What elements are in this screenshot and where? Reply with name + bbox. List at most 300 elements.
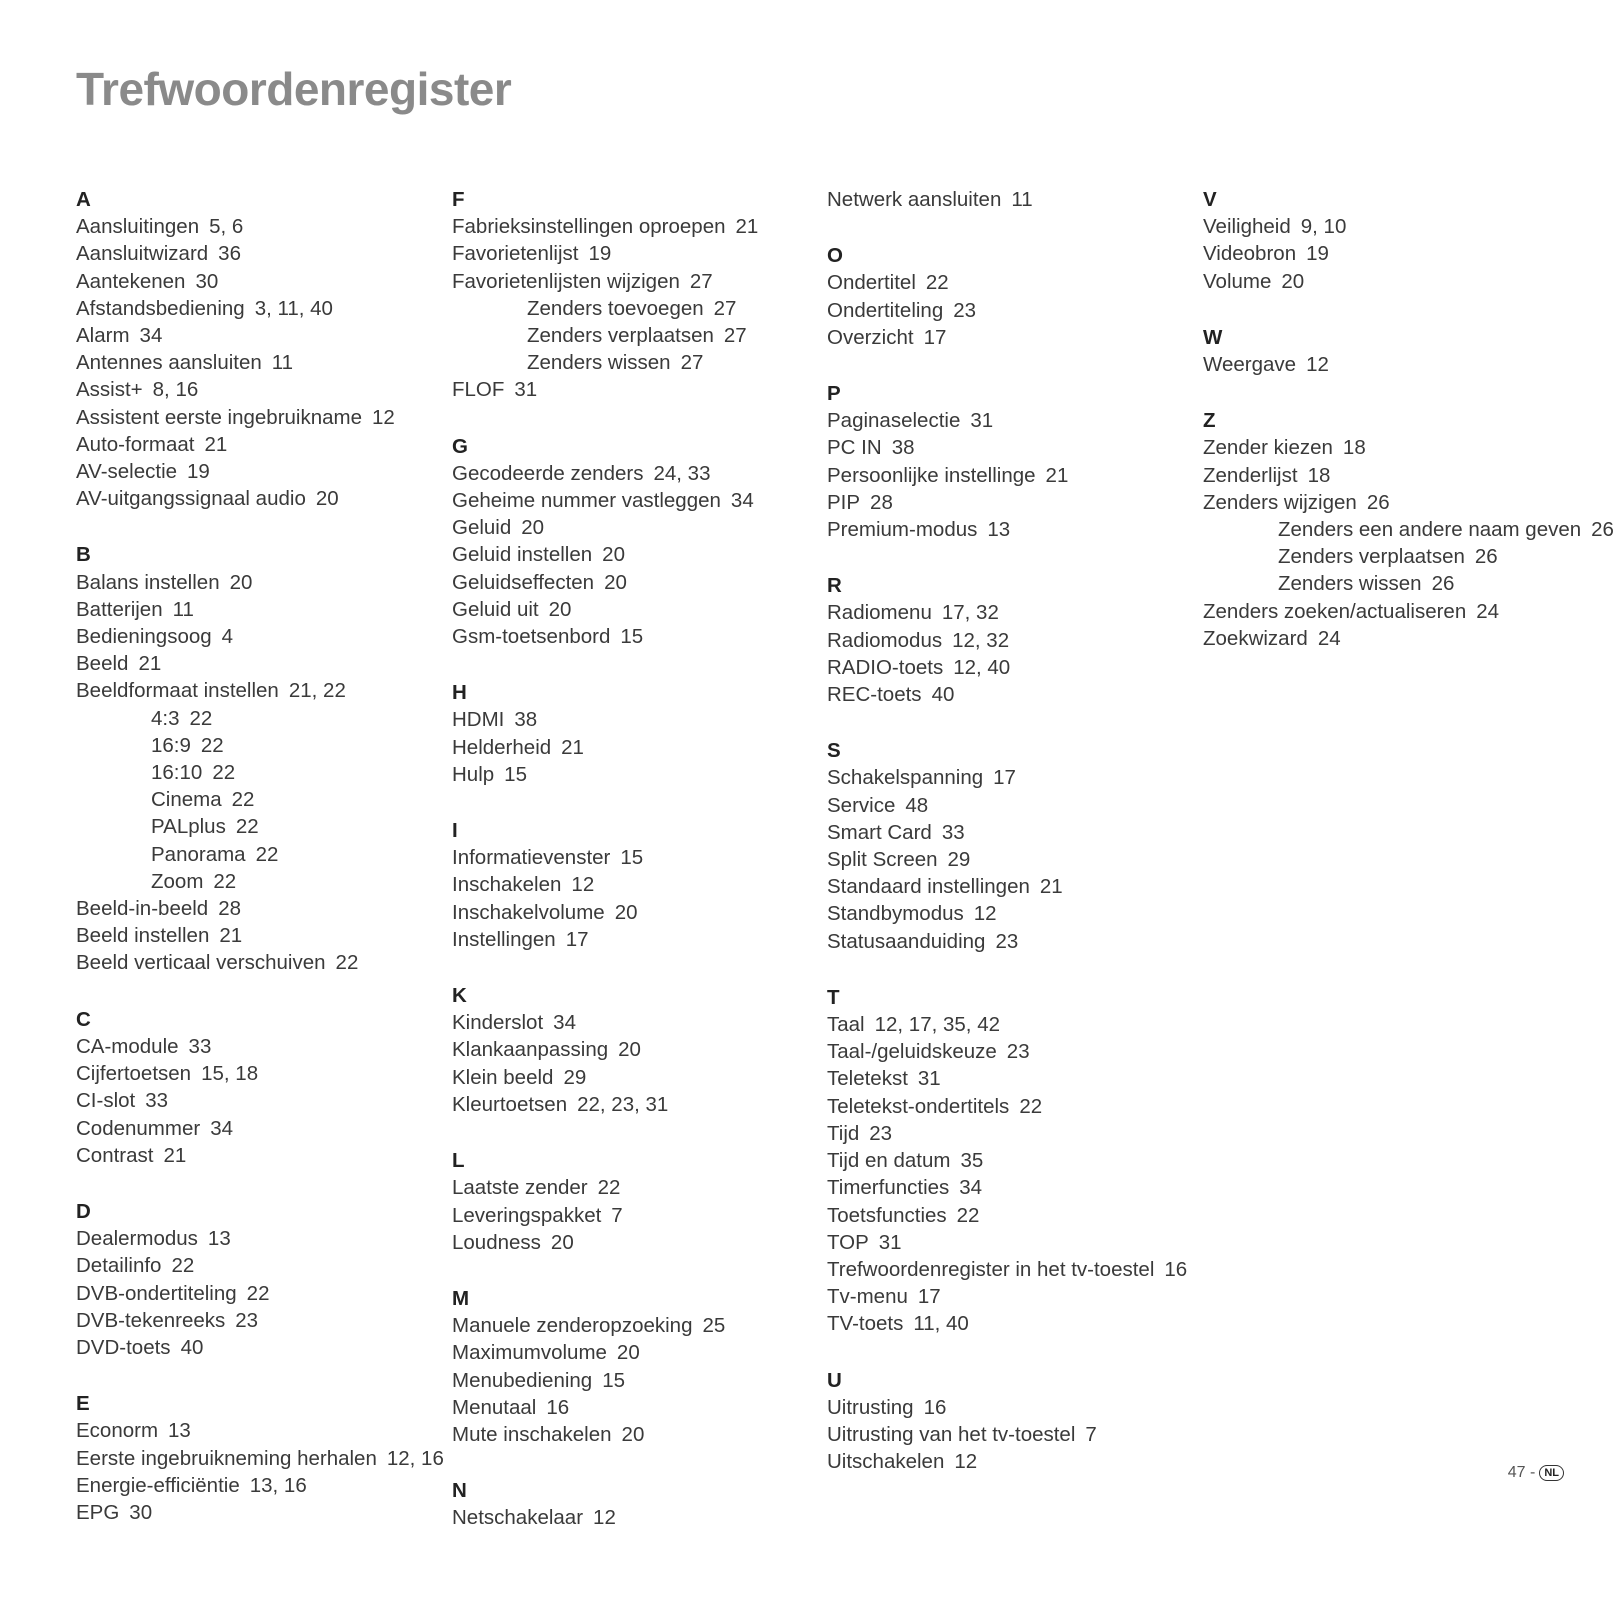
index-page-refs: 34: [730, 489, 754, 513]
index-term: Teletekst-ondertitels: [827, 1094, 1010, 1118]
index-letter-heading: M: [452, 1286, 470, 1310]
index-term: Afstandsbediening: [76, 296, 245, 320]
index-group: [827, 242, 1199, 351]
index-entry: [76, 1499, 448, 1526]
index-entry: [452, 899, 824, 926]
index-term: Fabrieksinstellingen oproepen: [452, 215, 726, 239]
index-term: Eerste ingebruikneming herhalen: [76, 1446, 377, 1470]
index-entry: [76, 1252, 448, 1279]
index-entry: [76, 349, 448, 376]
index-page-refs: 23: [953, 298, 977, 322]
index-term: Geluid instellen: [452, 543, 593, 567]
index-entry: [452, 240, 824, 267]
index-entry: [1203, 268, 1583, 295]
index-entry: [76, 895, 448, 922]
index-entry: [452, 487, 824, 514]
index-term: Inschakelen: [452, 873, 562, 897]
index-entry: [827, 1448, 1199, 1475]
index-term: Cinema: [151, 788, 222, 812]
index-entry: [827, 1229, 1199, 1256]
index-entry: [827, 1283, 1199, 1310]
index-entry: [452, 569, 824, 596]
index-page-refs: 21: [1039, 875, 1063, 899]
index-letter-heading: E: [76, 1392, 90, 1416]
index-page-refs: 15: [504, 762, 527, 786]
index-term: Loudness: [452, 1230, 541, 1254]
index-page-refs: 5, 6: [209, 215, 244, 239]
index-subentry: [76, 732, 448, 759]
index-page-refs: 31: [878, 1230, 902, 1254]
index-entry: [827, 1256, 1199, 1283]
index-page-refs: 27: [713, 296, 737, 320]
index-entry: [452, 460, 824, 487]
index-term: DVB-tekenreeks: [76, 1308, 226, 1332]
index-term: Uitrusting van het tv-toestel: [827, 1422, 1076, 1446]
index-entry: [76, 1472, 448, 1499]
index-entry: [452, 1036, 824, 1063]
index-entry: [827, 819, 1199, 846]
index-term: Geheime nummer vastleggen: [452, 489, 721, 513]
index-page-refs: 20: [614, 900, 638, 924]
index-group: [827, 984, 1199, 1338]
index-page-refs: 18: [1342, 436, 1366, 460]
index-page-refs: 13: [987, 518, 1011, 542]
index-letter-heading: N: [452, 1479, 467, 1503]
index-group: [76, 1390, 448, 1526]
index-entry: [76, 596, 448, 623]
index-term: Zenders wijzigen: [1203, 490, 1357, 514]
index-term: PC IN: [827, 436, 882, 460]
index-entry: [827, 928, 1199, 955]
index-term: Leveringspakket: [452, 1203, 602, 1227]
index-term: Favorietenlijsten wijzigen: [452, 269, 680, 293]
index-entry: [76, 623, 448, 650]
index-letter-heading: F: [452, 188, 465, 211]
index-entry: [827, 1011, 1199, 1038]
index-page-refs: 26: [1366, 490, 1390, 514]
index-page-refs: 15: [620, 625, 644, 649]
index-page-refs: 22: [255, 842, 279, 866]
index-group: [76, 186, 448, 512]
index-term: Videobron: [1203, 242, 1297, 266]
index-group: [452, 982, 824, 1118]
index-letter-heading: K: [452, 984, 467, 1008]
index-column-1: [76, 186, 448, 1555]
index-letter-heading: V: [1203, 188, 1217, 211]
index-entry: [827, 269, 1199, 296]
index-entry: [1203, 213, 1583, 240]
index-entry: [76, 1334, 448, 1361]
index-entry: [827, 1202, 1199, 1229]
index-page-refs: 22: [335, 951, 359, 975]
index-term: Favorietenlijst: [452, 242, 579, 266]
index-term: Beeld-in-beeld: [76, 897, 209, 921]
index-term: Zenders zoeken/actualiseren: [1203, 599, 1467, 623]
index-term: Panorama: [151, 842, 246, 866]
index-entry: [827, 1394, 1199, 1421]
index-column-2: [452, 186, 824, 1561]
index-page-refs: 24: [1317, 626, 1341, 650]
index-entry: [827, 846, 1199, 873]
index-group: [452, 679, 824, 788]
index-term: Helderheid: [452, 735, 552, 759]
index-entry: [76, 1307, 448, 1334]
index-entry: [76, 949, 448, 976]
index-entry: [452, 734, 824, 761]
index-term: Gsm-toetsenbord: [452, 625, 611, 649]
index-subentry: [1203, 543, 1583, 570]
index-entry: [827, 1310, 1199, 1337]
index-term: Schakelspanning: [827, 766, 984, 790]
index-entry: [452, 1229, 824, 1256]
index-letter-heading: T: [827, 985, 840, 1009]
index-page-refs: 12: [954, 1450, 978, 1474]
index-letter-heading: U: [827, 1368, 842, 1392]
index-term: FLOF: [452, 378, 505, 402]
index-term: Mute inschakelen: [452, 1422, 612, 1446]
index-group: [452, 433, 824, 651]
index-term: CA-module: [76, 1034, 179, 1058]
index-page-refs: 21: [204, 432, 228, 456]
index-page-refs: 12, 17, 35, 42: [874, 1013, 1000, 1037]
index-page-refs: 20: [548, 597, 572, 621]
index-entry: [1203, 462, 1583, 489]
index-entry: [76, 404, 448, 431]
index-entry: [452, 596, 824, 623]
index-page-refs: 17: [923, 325, 947, 349]
index-entry: [452, 926, 824, 953]
index-page-refs: 22: [171, 1254, 195, 1278]
index-page-refs: 30: [195, 269, 219, 293]
index-term: Radiomenu: [827, 601, 932, 625]
index-page-refs: 22: [212, 761, 236, 785]
index-term: Assistent eerste ingebruikname: [76, 405, 363, 429]
index-entry: [827, 186, 1199, 213]
index-page-refs: 20: [621, 1422, 645, 1446]
index-term: Statusaanduiding: [827, 929, 986, 953]
index-entry: [76, 213, 448, 240]
index-term: Gecodeerde zenders: [452, 461, 644, 485]
index-term: Trefwoordenregister in het tv-toestel: [827, 1257, 1155, 1281]
index-group: [827, 737, 1199, 955]
index-page-refs: 19: [1306, 242, 1329, 266]
index-term: Zenders toevoegen: [527, 296, 704, 320]
index-page-refs: 38: [514, 708, 538, 732]
index-term: Zenders wissen: [527, 351, 671, 375]
index-page-refs: 22: [235, 815, 259, 839]
index-page-refs: 4: [221, 625, 234, 649]
index-page-refs: 7: [611, 1203, 623, 1227]
index-term: 16:9: [151, 733, 191, 757]
index-entry: [827, 1147, 1199, 1174]
index-letter-heading: W: [1203, 325, 1223, 349]
index-entry: [76, 1225, 448, 1252]
index-entry: [452, 761, 824, 788]
index-letter-heading: Z: [1203, 409, 1216, 433]
index-entry: [452, 1394, 824, 1421]
index-entry: [452, 1009, 824, 1036]
index-page-refs: 22: [1019, 1094, 1043, 1118]
index-entry: [452, 1504, 824, 1531]
index-entry: [76, 295, 448, 322]
index-group: [827, 572, 1199, 708]
index-term: 4:3: [151, 706, 180, 730]
index-entry: [827, 1065, 1199, 1092]
index-entry: [76, 458, 448, 485]
index-entry: [827, 324, 1199, 351]
index-term: Inschakelvolume: [452, 900, 605, 924]
index-letter-heading: H: [452, 681, 467, 705]
index-group: [1203, 186, 1583, 295]
index-group: [827, 380, 1199, 543]
index-page-refs: 20: [315, 487, 339, 511]
index-letter-heading: A: [76, 188, 91, 211]
index-term: Volume: [1203, 269, 1272, 293]
index-page-refs: 20: [618, 1038, 641, 1062]
index-page-refs: 26: [1591, 518, 1614, 542]
index-group: [76, 541, 448, 976]
index-term: Zender kiezen: [1203, 436, 1333, 460]
index-term: REC-toets: [827, 683, 922, 707]
index-letter-heading: P: [827, 382, 841, 406]
index-page-refs: 33: [188, 1034, 212, 1058]
index-entry: [452, 1312, 824, 1339]
index-page-refs: 26: [1474, 545, 1498, 569]
index-entry: [827, 1038, 1199, 1065]
index-page-refs: 11: [1011, 188, 1033, 211]
index-entry: [452, 213, 824, 240]
index-page-refs: 15: [602, 1368, 626, 1392]
index-entry: [452, 1064, 824, 1091]
index-page-refs: 33: [145, 1089, 169, 1113]
index-term: DVD-toets: [76, 1335, 171, 1359]
index-term: Veiligheid: [1203, 215, 1291, 239]
index-term: Weergave: [1203, 353, 1297, 377]
index-page-refs: 20: [1281, 269, 1305, 293]
index-entry: [827, 1174, 1199, 1201]
index-page-refs: 21: [561, 735, 584, 759]
index-term: 16:10: [151, 761, 203, 785]
index-page-refs: 24: [1476, 599, 1500, 623]
index-entry: [76, 268, 448, 295]
index-page-refs: 9, 10: [1300, 215, 1347, 239]
index-entry: [76, 1280, 448, 1307]
index-term: Toetsfuncties: [827, 1203, 947, 1227]
index-term: Hulp: [452, 762, 495, 786]
index-subentry: [452, 349, 824, 376]
index-entry: [827, 873, 1199, 900]
index-entry: [827, 792, 1199, 819]
index-entry: [827, 1421, 1199, 1448]
index-page-refs: 40: [931, 683, 955, 707]
index-term: Split Screen: [827, 848, 938, 872]
index-entry: [76, 1060, 448, 1087]
index-page-refs: 12: [973, 902, 997, 926]
index-entry: [827, 489, 1199, 516]
index-entry: [452, 1202, 824, 1229]
index-entry: [76, 677, 448, 704]
index-term: Menubediening: [452, 1368, 593, 1392]
index-term: Persoonlijke instellinge: [827, 463, 1036, 487]
index-term: Netschakelaar: [452, 1506, 584, 1530]
index-entry: [76, 376, 448, 403]
index-term: Ondertitel: [827, 271, 916, 295]
index-term: Radiomodus: [827, 628, 943, 652]
index-entry: [1203, 434, 1583, 461]
index-page-refs: 21: [1045, 463, 1069, 487]
index-page-refs: 28: [870, 490, 893, 514]
index-term: Klankaanpassing: [452, 1038, 609, 1062]
index-entry: [452, 871, 824, 898]
index-page-refs: 8, 16: [152, 378, 199, 402]
index-entry: [452, 1174, 824, 1201]
index-page-refs: 17: [993, 766, 1016, 790]
index-term: Contrast: [76, 1143, 154, 1167]
index-page-refs: 16: [1164, 1257, 1188, 1281]
index-page-refs: 19: [588, 242, 612, 266]
index-page-refs: 13: [168, 1419, 191, 1443]
index-subentry: [1203, 570, 1583, 597]
index-page-refs: 35: [960, 1149, 984, 1173]
index-column-4: [1203, 186, 1614, 681]
index-term: Beeld instellen: [76, 924, 210, 948]
index-page-refs: 31: [970, 409, 994, 433]
index-page-refs: 11, 40: [913, 1312, 969, 1336]
index-entry: [452, 268, 824, 295]
index-term: Paginaselectie: [827, 409, 961, 433]
index-page-refs: 27: [680, 351, 704, 375]
index-entry: [76, 1417, 448, 1444]
index-page-refs: 36: [218, 242, 241, 266]
index-term: Antennes aansluiten: [76, 351, 262, 375]
index-term: Informatievenster: [452, 846, 611, 870]
index-entry: [76, 240, 448, 267]
index-entry: [452, 623, 824, 650]
index-entry: [827, 681, 1199, 708]
index-term: Standbymodus: [827, 902, 964, 926]
index-page-refs: 13, 16: [249, 1473, 307, 1497]
index-page-refs: 30: [129, 1500, 153, 1524]
index-term: Beeld verticaal verschuiven: [76, 951, 326, 975]
index-term: PALplus: [151, 815, 226, 839]
index-page-refs: 22, 23, 31: [577, 1092, 669, 1116]
index-subentry: [452, 295, 824, 322]
index-entry: [76, 322, 448, 349]
index-page-refs: 22: [246, 1281, 270, 1305]
index-page-refs: 20: [550, 1230, 574, 1254]
index-term: Service: [827, 793, 896, 817]
index-term: Geluid uit: [452, 597, 539, 621]
index-entry: [1203, 240, 1583, 267]
index-term: Tv-menu: [827, 1285, 908, 1309]
index-term: Assist+: [76, 378, 143, 402]
index-subentry: [76, 786, 448, 813]
index-page-refs: 25: [702, 1314, 726, 1338]
index-page-refs: 21: [138, 652, 162, 676]
index-entry: [827, 516, 1199, 543]
index-group: [1203, 324, 1583, 378]
index-term: Zenders verplaatsen: [527, 324, 714, 348]
index-letter-heading: D: [76, 1199, 91, 1223]
index-page-refs: 22: [200, 733, 224, 757]
index-term: Teletekst: [827, 1067, 908, 1091]
index-term: Beeldformaat instellen: [76, 679, 279, 703]
index-term: Taal-/geluidskeuze: [827, 1040, 997, 1064]
index-term: Smart Card: [827, 820, 932, 844]
index-entry: [827, 1120, 1199, 1147]
index-entry: [1203, 598, 1583, 625]
index-group: [452, 817, 824, 953]
index-page-refs: 34: [139, 324, 163, 348]
index-term: Netwerk aansluiten: [827, 188, 1002, 211]
index-term: RADIO-toets: [827, 655, 944, 679]
index-subentry: [452, 322, 824, 349]
index-term: EPG: [76, 1500, 120, 1524]
index-term: Overzicht: [827, 325, 914, 349]
index-entry: [1203, 625, 1583, 652]
index-term: Zoekwizard: [1203, 626, 1308, 650]
index-group: [452, 1147, 824, 1256]
index-term: Aansluitingen: [76, 215, 200, 239]
index-page-refs: 23: [995, 929, 1019, 953]
index-term: Bedieningsoog: [76, 625, 212, 649]
index-page-refs: 31: [917, 1067, 941, 1091]
index-page-refs: 23: [235, 1308, 259, 1332]
index-term: Taal: [827, 1013, 865, 1037]
index-group: [76, 1006, 448, 1169]
index-term: Balans instellen: [76, 570, 220, 594]
index-page-refs: 12, 40: [953, 655, 1011, 679]
index-term: Aansluitwizard: [76, 242, 209, 266]
index-term: DVB-ondertiteling: [76, 1281, 237, 1305]
index-term: Maximumvolume: [452, 1341, 607, 1365]
index-page-refs: 12, 16: [386, 1446, 444, 1470]
index-page-refs: 20: [229, 570, 253, 594]
index-page-refs: 22: [213, 869, 237, 893]
index-entry: [827, 764, 1199, 791]
index-entry: [452, 706, 824, 733]
index-letter-heading: I: [452, 819, 458, 843]
index-page-refs: 21: [219, 924, 243, 948]
index-entry: [452, 844, 824, 871]
index-group: [452, 186, 824, 404]
index-page-refs: 20: [521, 516, 545, 540]
index-entry: [827, 462, 1199, 489]
index-page-refs: 3, 11, 40: [254, 296, 333, 320]
index-page-refs: 20: [602, 543, 625, 567]
index-term: HDMI: [452, 708, 505, 732]
index-page-refs: 29: [947, 848, 971, 872]
index-entry: [76, 1445, 448, 1472]
index-entry: [76, 1033, 448, 1060]
index-entry: [827, 407, 1199, 434]
index-entry: [827, 1093, 1199, 1120]
index-term: Zenders verplaatsen: [1278, 545, 1465, 569]
index-group: [452, 1477, 824, 1531]
index-page-refs: 48: [905, 793, 929, 817]
index-entry: [76, 650, 448, 677]
index-subentry: [76, 868, 448, 895]
index-page-refs: 34: [210, 1116, 234, 1140]
index-page-refs: 29: [563, 1065, 587, 1089]
index-term: Cijfertoetsen: [76, 1062, 192, 1086]
index-entry: [827, 900, 1199, 927]
index-term: Kleurtoetsen: [452, 1092, 568, 1116]
index-page-refs: 28: [218, 897, 242, 921]
index-letter-heading: R: [827, 574, 842, 598]
index-entry: [452, 541, 824, 568]
index-entry: [76, 569, 448, 596]
